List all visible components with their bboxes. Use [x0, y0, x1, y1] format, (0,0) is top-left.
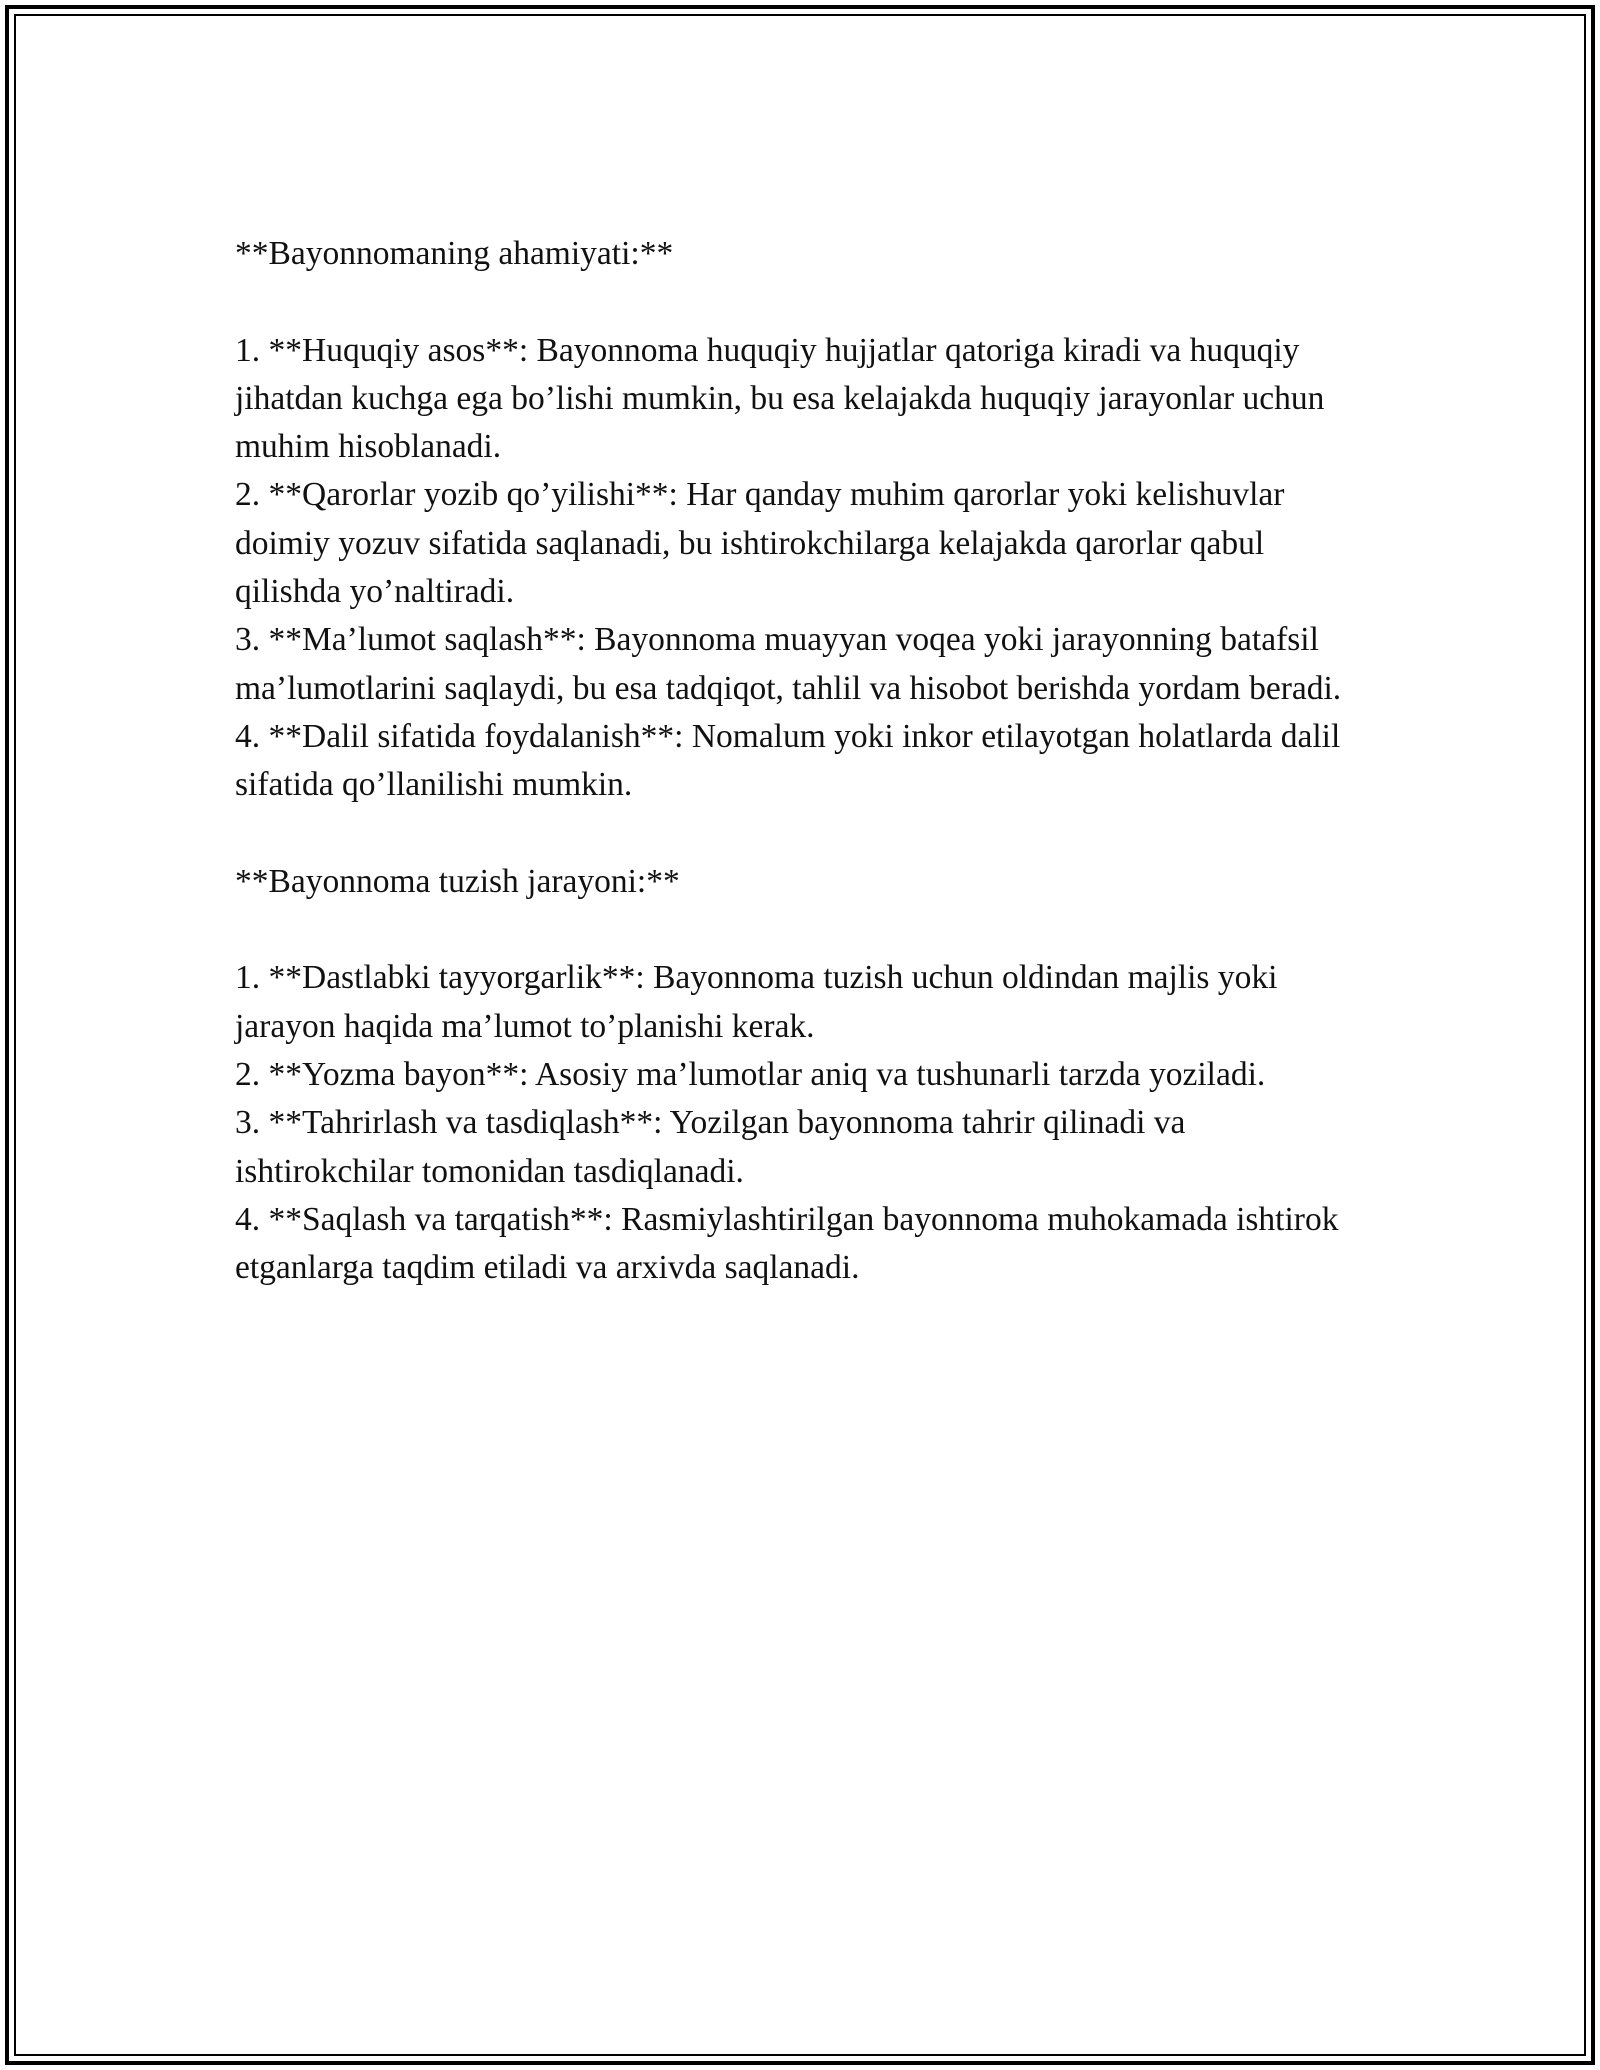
- list-item: 3. **Tahrirlash va tasdiqlash**: Yozilgan bayonnoma tahrir qilinadi va ishtirokchilar tomonidan tasdiqlanadi.: [235, 1104, 1186, 1190]
- list-item: 1. **Huquqiy asos**: Bayonnoma huquqiy hujjatlar qatoriga kiradi va huquqiy jihatdan kuchga ega bo’lishi mumkin, bu esa kelajakda huquqiy jarayonlar uchun muhim hisoblanadi.: [235, 331, 1325, 466]
- list-item: 2. **Qarorlar yozib qo’yilishi**: Har qanday muhim qarorlar yoki kelishuvlar doimiy yozuv sifatida saqlanadi, bu ishtirokchilarga kelajakda qarorlar qabul qilishda yo’naltiradi.: [235, 476, 1285, 611]
- list-item: 3. **Ma’lumot saqlash**: Bayonnoma muayyan voqea yoki jarayonning batafsil ma’lumotlarini saqlaydi, bu esa tadqiqot, tahlil va hisobot berishda yordam beradi.: [235, 621, 1342, 707]
- blank-line: [235, 278, 1365, 326]
- list-item: 4. **Saqlash va tarqatish**: Rasmiylashtirilgan bayonnoma muhokamada ishtirok etganlarga taqdim etiladi va arxivda saqlanadi.: [235, 1200, 1339, 1287]
- blank-line: [235, 906, 1365, 954]
- section-heading: **Bayonnomaning ahamiyati:**: [235, 235, 674, 272]
- list-item: 4. **Dalil sifatida foydalanish**: Nomalum yoki inkor etilayotgan holatlarda dalil sifatida qo’llanilishi mumkin.: [235, 717, 1341, 804]
- document-body: [235, 230, 1365, 1293]
- section-heading: **Bayonnoma tuzish jarayoni:**: [235, 862, 680, 900]
- list-item: 1. **Dastlabki tayyorgarlik**: Bayonnoma tuzish uchun oldindan majlis yoki jarayon haqida ma’lumot to’planishi kerak.: [235, 959, 1278, 1045]
- list-item: 2. **Yozma bayon**: Asosiy ma’lumotlar aniq va tushunarli tarzda yoziladi.: [235, 1056, 1266, 1094]
- blank-line: [235, 810, 1365, 858]
